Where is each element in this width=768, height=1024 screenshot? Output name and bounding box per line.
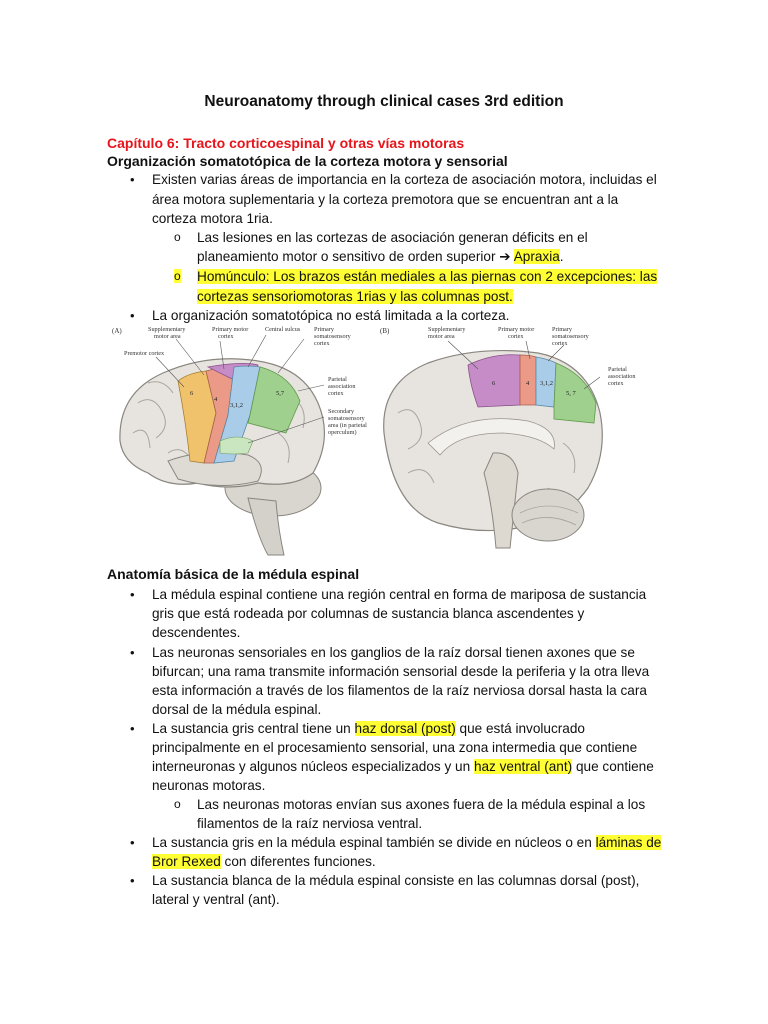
secondary-somatosensory-area bbox=[220, 437, 253, 454]
highlighted-term: Bror Rexed bbox=[152, 854, 221, 869]
highlighted-term: Apraxia bbox=[513, 249, 560, 264]
bullet-marker: • bbox=[130, 587, 135, 602]
text-line: dorsal de la médula espinal. bbox=[152, 702, 322, 717]
text-line: Las lesiones en las cortezas de asociación generan déficits en el bbox=[197, 230, 588, 245]
sub-bullet-marker: o bbox=[174, 269, 181, 283]
text-line: gris que está rodeada por columnas de sustancia blanca ascendentes y bbox=[152, 606, 585, 621]
text-run: planeamiento motor o sensitivo de orden superior bbox=[197, 249, 500, 264]
panel-a-label: (A) bbox=[112, 327, 122, 335]
bullet-marker: • bbox=[130, 645, 135, 660]
text-line: corteza motora 1ria. bbox=[152, 211, 273, 226]
bullet-marker: • bbox=[130, 873, 135, 888]
text-line bbox=[152, 757, 654, 776]
panel-a-lateral-brain bbox=[112, 326, 367, 555]
text-line: lateral y ventral (ant). bbox=[152, 892, 280, 907]
text-line bbox=[152, 833, 661, 852]
text-line: descendentes. bbox=[152, 625, 241, 640]
brain-figure bbox=[108, 323, 660, 563]
area-number: 4 bbox=[526, 380, 530, 387]
panel-b-medial-brain bbox=[380, 326, 636, 548]
label-primary-somatosensory-cortex: Primary somatosensory cortex bbox=[314, 326, 351, 347]
section-heading-spinal-cord: Anatomía básica de la médula espinal bbox=[107, 566, 360, 582]
highlighted-term: láminas de bbox=[595, 835, 662, 850]
text-line: filamentos de la raíz nerviosa ventral. bbox=[197, 816, 423, 831]
text-run: con diferentes funciones. bbox=[220, 854, 376, 869]
bullet-marker: • bbox=[130, 721, 135, 736]
text-line: La organización somatotópica no está limitada a la corteza. bbox=[152, 308, 510, 323]
text-line: La sustancia blanca de la médula espinal consiste en las columnas dorsal (post), bbox=[152, 873, 640, 888]
text-line: La médula espinal contiene una región central en forma de mariposa de sustancia bbox=[152, 587, 647, 602]
area-number: 3,1,2 bbox=[230, 402, 243, 409]
area-number: 3,1,2 bbox=[540, 380, 553, 387]
label-primary-motor-cortex-b: Primary motor cortex bbox=[498, 326, 535, 340]
label-parietal-association-cortex: Parietal association cortex bbox=[328, 376, 356, 397]
text-line: esta información a través de los filamentos de la raíz nerviosa dorsal hasta la cara bbox=[152, 683, 647, 698]
text-line bbox=[197, 267, 657, 286]
label-supplementary-motor-area-b: Supplementary motor area bbox=[428, 326, 466, 340]
label-supplementary-motor-area: Supplementary motor area bbox=[148, 326, 186, 340]
label-primary-motor-cortex: Primary motor cortex bbox=[212, 326, 249, 340]
bullet-marker: • bbox=[130, 308, 135, 323]
text-run: que contiene bbox=[572, 759, 654, 774]
text-line bbox=[197, 247, 564, 266]
text-line bbox=[197, 287, 513, 306]
text-line: Existen varias áreas de importancia en la corteza de asociación motora, incluidas el bbox=[152, 172, 657, 187]
text-line: Las neuronas motoras envían sus axones fuera de la médula espinal a los bbox=[197, 797, 646, 812]
area-number: 5,7 bbox=[276, 390, 285, 397]
area-number: 4 bbox=[214, 396, 218, 403]
text-run: que está involucrado bbox=[455, 721, 585, 736]
highlighted-term: haz dorsal (post) bbox=[354, 721, 456, 736]
chapter-heading: Capítulo 6: Tracto corticoespinal y otras vías motoras bbox=[107, 135, 465, 151]
text-line: bifurcan; una rama transmite información sensorial desde la periferia y la otra lleva bbox=[152, 664, 650, 679]
area-number: 6 bbox=[492, 380, 496, 387]
bullet-marker: • bbox=[130, 835, 135, 850]
label-primary-somatosensory-cortex-b: Primary somatosensory cortex bbox=[552, 326, 589, 347]
area-number: 6 bbox=[190, 390, 194, 397]
medial-cerebellum-shape bbox=[512, 489, 584, 541]
highlighted-text: Homúnculo: Los brazos están mediales a las piernas con 2 excepciones: las bbox=[197, 269, 658, 284]
label-central-sulcus: Central sulcus bbox=[265, 326, 301, 333]
text-line bbox=[152, 719, 585, 738]
text-run: La sustancia gris en la médula espinal también se divide en núcleos o en bbox=[152, 835, 596, 850]
document-title: Neuroanatomy through clinical cases 3rd edition bbox=[204, 93, 564, 110]
arrow-icon: ➔ bbox=[499, 249, 511, 264]
section-heading-somatotopic: Organización somatotópica de la corteza motora y sensorial bbox=[107, 153, 508, 169]
sub-bullet-marker: o bbox=[174, 797, 181, 811]
panel-b-label: (B) bbox=[380, 327, 390, 335]
sub-bullet-marker: o bbox=[174, 230, 181, 244]
highlighted-text: cortezas sensoriomotoras 1rias y las columnas post. bbox=[197, 289, 513, 304]
text-line: Las neuronas sensoriales en los ganglios de la raíz dorsal tienen axones que se bbox=[152, 645, 635, 660]
label-secondary-somatosensory-area: Secondary somatosensory area (in parietal operculum) bbox=[328, 408, 367, 436]
text-run: interneuronas y algunos núcleos especializados y un bbox=[152, 759, 474, 774]
text-line: principalmente en el procesamiento sensorial, una zona intermedia que contiene bbox=[152, 740, 638, 755]
text-run: La sustancia gris central tiene un bbox=[152, 721, 355, 736]
label-premotor-cortex: Premotor cortex bbox=[124, 350, 165, 357]
text-run: . bbox=[559, 249, 564, 264]
text-line: área motora suplementaria y la corteza premotora que se encuentran ant a la bbox=[152, 192, 619, 207]
text-line bbox=[152, 852, 376, 871]
text-line: neuronas motoras. bbox=[152, 778, 266, 793]
label-parietal-association-cortex-b: Parietal association cortex bbox=[608, 366, 636, 387]
bullet-marker: • bbox=[130, 172, 135, 187]
area-number: 5, 7 bbox=[566, 390, 576, 397]
brain-figure-svg bbox=[108, 323, 660, 563]
highlighted-term: haz ventral (ant) bbox=[473, 759, 573, 774]
